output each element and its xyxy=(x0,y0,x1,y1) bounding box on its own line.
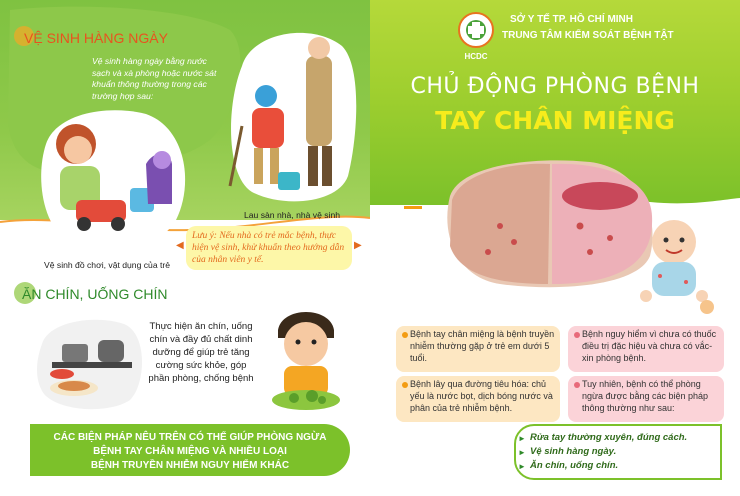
poster-title-line1: CHỦ ĐỘNG PHÒNG BỆNH xyxy=(410,74,700,99)
org-name-line1: SỞ Y TẾ TP. HỒ CHÍ MINH xyxy=(510,14,633,25)
measure-item-1: Rửa tay thường xuyên, đúng cách. xyxy=(530,432,688,443)
footer-line-2: BỆNH TAY CHÂN MIỆNG VÀ NHIỀU LOẠI xyxy=(93,446,287,457)
arrow-right-icon: ► xyxy=(518,434,526,443)
poster-title-line2: TAY CHÂN MIỆNG xyxy=(435,106,675,135)
caption-toy-cleaning: Vệ sinh đồ chơi, vật dụng của trẻ xyxy=(44,260,171,270)
fact-3: Bệnh nguy hiểm vì chưa có thuốc điều trị đặc hiệu và chưa có vắc-xin phòng bệnh. xyxy=(582,329,717,363)
logo-text: HCDC xyxy=(464,52,488,61)
eat-description: Thực hiện ăn chín, uống chín và đầy đủ chất dinh dưỡng để giúp trẻ tăng cường sức khỏe, góp phần phòng, chống bệnh xyxy=(148,321,254,384)
arrow-right-icon: ► xyxy=(518,448,526,457)
fact-1: Bệnh tay chân miệng là bệnh truyền nhiễm thường gặp ở trẻ em dưới 5 tuổi. xyxy=(410,329,555,363)
bullet-dot-icon xyxy=(402,332,408,338)
cleaning-illustration xyxy=(222,26,358,206)
arrow-right-icon: ▶ xyxy=(354,240,362,251)
arrow-left-icon: ◀ xyxy=(176,240,184,251)
measure-item-3: Ăn chín, uống chín. xyxy=(530,460,619,471)
eat-section-title: ĂN CHÍN, UỐNG CHÍN xyxy=(22,286,168,302)
fact-2: Bệnh lây qua đường tiêu hóa: chủ yếu là nước bọt, dịch bóng nước và phân của trẻ nhiễm bệnh. xyxy=(410,379,553,413)
note-text: Lưu ý: Nếu nhà có trẻ mắc bệnh, thực hiện vệ sinh, khử khuẩn theo hướng dẫn của nhân viên y tế. xyxy=(192,231,345,265)
measure-item-2: Vệ sinh hàng ngày. xyxy=(530,446,617,457)
org-name-line2: TRUNG TÂM KIỂM SOÁT BỆNH TẬT xyxy=(502,30,674,41)
footer-line-3: BỆNH TRUYỀN NHIỄM NGUY HIỂM KHÁC xyxy=(90,460,290,471)
bullet-dot-icon xyxy=(402,382,408,388)
mother-toys-illustration xyxy=(36,104,192,256)
fact-4: Tuy nhiên, bệnh có thể phòng ngừa được bằng các biện pháp thông thường như sau: xyxy=(582,379,709,413)
footer-line-1: CÁC BIỆN PHÁP NÊU TRÊN CÓ THỂ GIÚP PHÒNG NGỪA xyxy=(53,432,327,443)
hygiene-section-title: VỆ SINH HÀNG NGÀY xyxy=(24,30,168,46)
caption-floor-cleaning: Lau sàn nhà, nhà vệ sinh xyxy=(244,210,341,220)
child-eating-illustration xyxy=(256,300,356,422)
hygiene-description: Vệ sinh hàng ngày bằng nước sạch và xà phòng hoặc nước sát khuẩn thông thường trong các trường hợp sau: xyxy=(92,56,217,101)
baby-illustration xyxy=(636,216,714,306)
bullet-dot-icon xyxy=(574,332,580,338)
symptom-photos xyxy=(440,156,660,290)
hcdc-logo xyxy=(458,12,494,48)
bullet-dot-icon xyxy=(574,382,580,388)
kitchen-illustration xyxy=(34,314,146,410)
arrow-right-icon: ► xyxy=(518,462,526,471)
